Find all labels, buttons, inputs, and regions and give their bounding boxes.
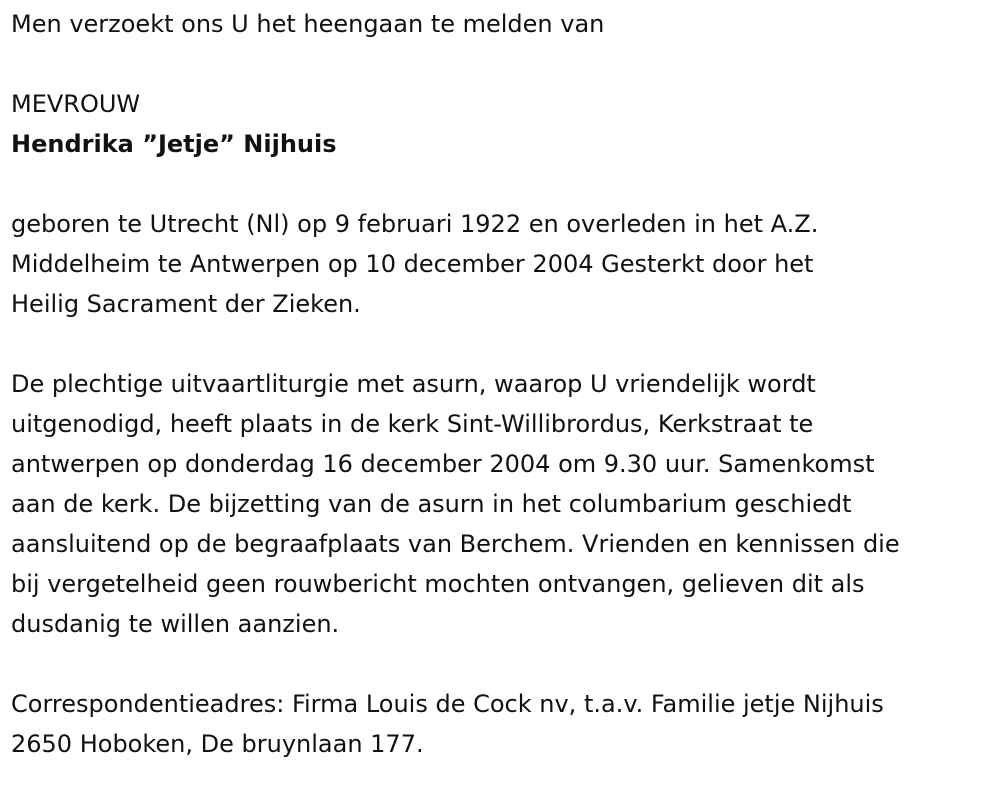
birth-death-paragraph xyxy=(11,204,996,324)
intro-text: Men verzoekt ons U het heengaan te melden van xyxy=(11,10,605,38)
paragraph-line: Heilig Sacrament der Zieken. xyxy=(11,290,361,318)
paragraph-line: uitgenodigd, heeft plaats in de kerk Sint-Willibrordus, Kerkstraat te xyxy=(11,410,814,438)
funeral-paragraph xyxy=(11,364,996,644)
deceased-name: Hendrika ”Jetje” Nijhuis xyxy=(11,130,337,158)
paragraph-line: geboren te Utrecht (Nl) op 9 februari 1922 en overleden in het A.Z. xyxy=(11,210,819,238)
paragraph-line: Middelheim te Antwerpen op 10 december 2004 Gesterkt door het xyxy=(11,250,814,278)
paragraph-line: De plechtige uitvaartliturgie met asurn, waarop U vriendelijk wordt xyxy=(11,370,816,398)
death-announcement xyxy=(11,0,996,764)
paragraph-line: 2650 Hoboken, De bruynlaan 177. xyxy=(11,730,424,758)
paragraph-line: antwerpen op donderdag 16 december 2004 om 9.30 uur. Samenkomst xyxy=(11,450,875,478)
correspondence-paragraph xyxy=(11,684,996,764)
paragraph-line: Correspondentieadres: Firma Louis de Cock nv, t.a.v. Familie jetje Nijhuis xyxy=(11,690,884,718)
honorific-title: MEVROUW xyxy=(11,90,141,118)
paragraph-line: bij vergetelheid geen rouwbericht mochten ontvangen, gelieven dit als xyxy=(11,570,865,598)
paragraph-line: aan de kerk. De bijzetting van de asurn in het columbarium geschiedt xyxy=(11,490,852,518)
paragraph-line: aansluitend op de begraafplaats van Berchem. Vrienden en kennissen die xyxy=(11,530,900,558)
paragraph-line: dusdanig te willen aanzien. xyxy=(11,610,340,638)
